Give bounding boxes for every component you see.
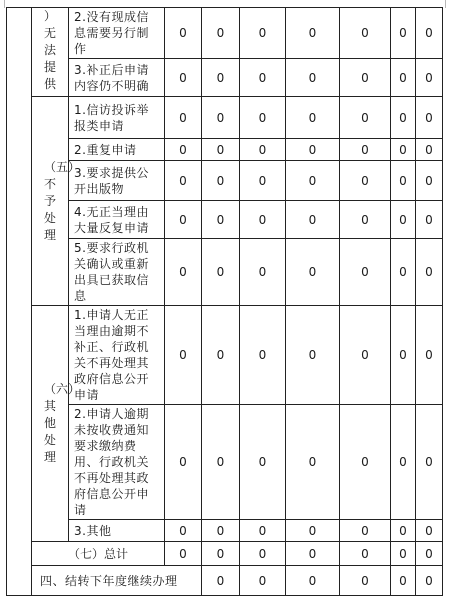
item-label: 3.要求提供公开出版物 (69, 161, 165, 201)
item-label: 1.申请人无正当理由逾期不补正、行政机关不再处理其政府信息公开申请 (69, 306, 165, 405)
value-cell: 0 (340, 306, 391, 405)
value-cell: 0 (202, 59, 240, 97)
value-cell: 0 (391, 566, 416, 596)
value-cell: 0 (202, 139, 240, 161)
table-row (7, 8, 443, 59)
carry-over-label: 四、结转下年度继续办理 (32, 566, 202, 596)
value-cell: 0 (416, 59, 443, 97)
value-cell: 0 (391, 201, 416, 239)
value-cell: 0 (286, 139, 340, 161)
item-label: 5.要求行政机关确认或重新出具已获取信息 (69, 239, 165, 306)
value-cell: 0 (165, 97, 202, 139)
value-cell: 0 (391, 139, 416, 161)
value-cell: 0 (416, 139, 443, 161)
value-cell: 0 (165, 8, 202, 59)
value-cell: 0 (240, 201, 286, 239)
table-row (7, 306, 443, 405)
value-cell: 0 (340, 239, 391, 306)
value-cell: 0 (286, 97, 340, 139)
value-cell: 0 (391, 520, 416, 542)
item-label: 4.无正当理由大量反复申请 (69, 201, 165, 239)
value-cell: 0 (202, 405, 240, 520)
value-cell: 0 (165, 542, 202, 566)
table-row (7, 239, 443, 306)
group-label-text: （五）不予处理 (44, 159, 81, 242)
group-label-text: ）无法提供 (44, 9, 57, 91)
value-cell: 0 (240, 97, 286, 139)
value-cell: 0 (165, 405, 202, 520)
value-cell: 0 (202, 201, 240, 239)
value-cell: 0 (416, 97, 443, 139)
value-cell: 0 (240, 566, 286, 596)
item-label: 2.重复申请 (69, 139, 165, 161)
value-cell: 0 (391, 59, 416, 97)
value-cell: 0 (202, 239, 240, 306)
value-cell: 0 (391, 405, 416, 520)
value-cell: 0 (165, 306, 202, 405)
item-label: 2.没有现成信息需要另行制作 (69, 8, 165, 59)
value-cell: 0 (416, 520, 443, 542)
total-label: （七）总计 (32, 542, 165, 566)
value-cell: 0 (340, 139, 391, 161)
table-row-carry-over (7, 566, 443, 596)
value-cell: 0 (240, 520, 286, 542)
value-cell: 0 (240, 59, 286, 97)
table-row (7, 59, 443, 97)
value-cell: 0 (340, 97, 391, 139)
value-cell: 0 (340, 201, 391, 239)
group-label-text: （六）其他处理 (44, 382, 81, 464)
value-cell: 0 (165, 161, 202, 201)
item-label: 1.信访投诉举报类申请 (69, 97, 165, 139)
value-cell: 0 (416, 201, 443, 239)
value-cell: 0 (240, 542, 286, 566)
value-cell: 0 (202, 306, 240, 405)
value-cell: 0 (165, 59, 202, 97)
value-cell: 0 (240, 239, 286, 306)
value-cell: 0 (286, 405, 340, 520)
value-cell: 0 (340, 566, 391, 596)
value-cell: 0 (416, 239, 443, 306)
value-cell: 0 (202, 520, 240, 542)
value-cell: 0 (286, 201, 340, 239)
value-cell: 0 (416, 542, 443, 566)
value-cell: 0 (165, 520, 202, 542)
value-cell: 0 (240, 139, 286, 161)
value-cell: 0 (165, 201, 202, 239)
value-cell: 0 (286, 161, 340, 201)
table-row (7, 97, 443, 139)
value-cell: 0 (202, 566, 240, 596)
value-cell: 0 (202, 97, 240, 139)
table-row (7, 520, 443, 542)
value-cell: 0 (391, 542, 416, 566)
item-label: 2.申请人逾期未按收费通知要求缴纳费用、行政机关不再处理其政府信息公开申请 (69, 405, 165, 520)
page-corner-mark-left (4, 0, 5, 8)
value-cell: 0 (286, 542, 340, 566)
value-cell: 0 (165, 139, 202, 161)
group-label-no-process (32, 97, 81, 306)
value-cell: 0 (240, 306, 286, 405)
table-row (7, 405, 443, 520)
table-row-total (7, 542, 443, 566)
value-cell: 0 (340, 542, 391, 566)
table-row (7, 201, 443, 239)
item-label: 3.补正后申请内容仍不明确 (69, 59, 165, 97)
value-cell: 0 (416, 306, 443, 405)
value-cell: 0 (416, 566, 443, 596)
disclosure-statistics-table (6, 7, 443, 596)
outer-group-cell (7, 8, 32, 596)
value-cell: 0 (286, 520, 340, 542)
group-label-other-process (32, 306, 81, 542)
value-cell: 0 (391, 239, 416, 306)
value-cell: 0 (340, 405, 391, 520)
value-cell: 0 (202, 8, 240, 59)
value-cell: 0 (240, 161, 286, 201)
value-cell: 0 (391, 306, 416, 405)
value-cell: 0 (286, 8, 340, 59)
value-cell: 0 (240, 405, 286, 520)
item-label: 3.其他 (69, 520, 165, 542)
value-cell: 0 (416, 405, 443, 520)
value-cell: 0 (202, 542, 240, 566)
value-cell: 0 (391, 8, 416, 59)
value-cell: 0 (340, 161, 391, 201)
value-cell: 0 (340, 8, 391, 59)
value-cell: 0 (286, 59, 340, 97)
value-cell: 0 (340, 59, 391, 97)
value-cell: 0 (416, 8, 443, 59)
value-cell: 0 (340, 520, 391, 542)
page-corner-mark-right (445, 0, 446, 8)
value-cell: 0 (286, 239, 340, 306)
value-cell: 0 (416, 161, 443, 201)
value-cell: 0 (165, 239, 202, 306)
group-label-no-provide (32, 8, 69, 97)
value-cell: 0 (240, 8, 286, 59)
value-cell: 0 (391, 161, 416, 201)
table-row (7, 139, 443, 161)
value-cell: 0 (391, 97, 416, 139)
value-cell: 0 (202, 161, 240, 201)
value-cell: 0 (286, 306, 340, 405)
value-cell: 0 (286, 566, 340, 596)
